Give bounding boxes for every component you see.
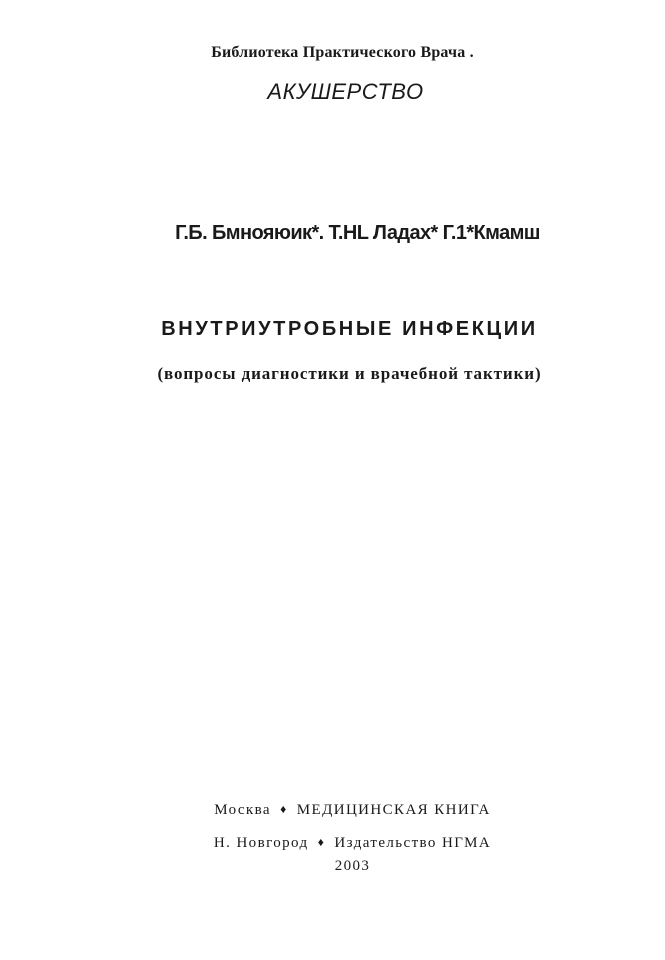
section-name: АКУШЕРСТВО	[267, 79, 424, 104]
diamond-separator-icon: ♦	[317, 835, 326, 849]
imprint-publisher: МЕДИЦИНСКАЯ КНИГА	[296, 802, 491, 818]
book-subtitle: (вопросы диагностики и врачебной тактики)	[157, 364, 542, 383]
authors: Г.Б. Бмнояюик*. Т.НL Ладах* Г.1*Кмамш	[175, 222, 540, 244]
imprint-line	[40, 802, 665, 819]
imprint-publisher: Издательство НГМА	[334, 835, 492, 851]
series-name: Библиотека Практического Врача .	[211, 44, 474, 61]
publication-year: 2003	[334, 858, 371, 874]
book-title: ВНУТРИУТРОБНЫЕ ИНФЕКЦИИ	[161, 318, 538, 340]
imprint-line	[40, 835, 665, 852]
imprint-city: Н. Новгород	[213, 835, 309, 851]
imprint-city: Москва	[214, 802, 271, 818]
diamond-separator-icon: ♦	[280, 802, 288, 816]
